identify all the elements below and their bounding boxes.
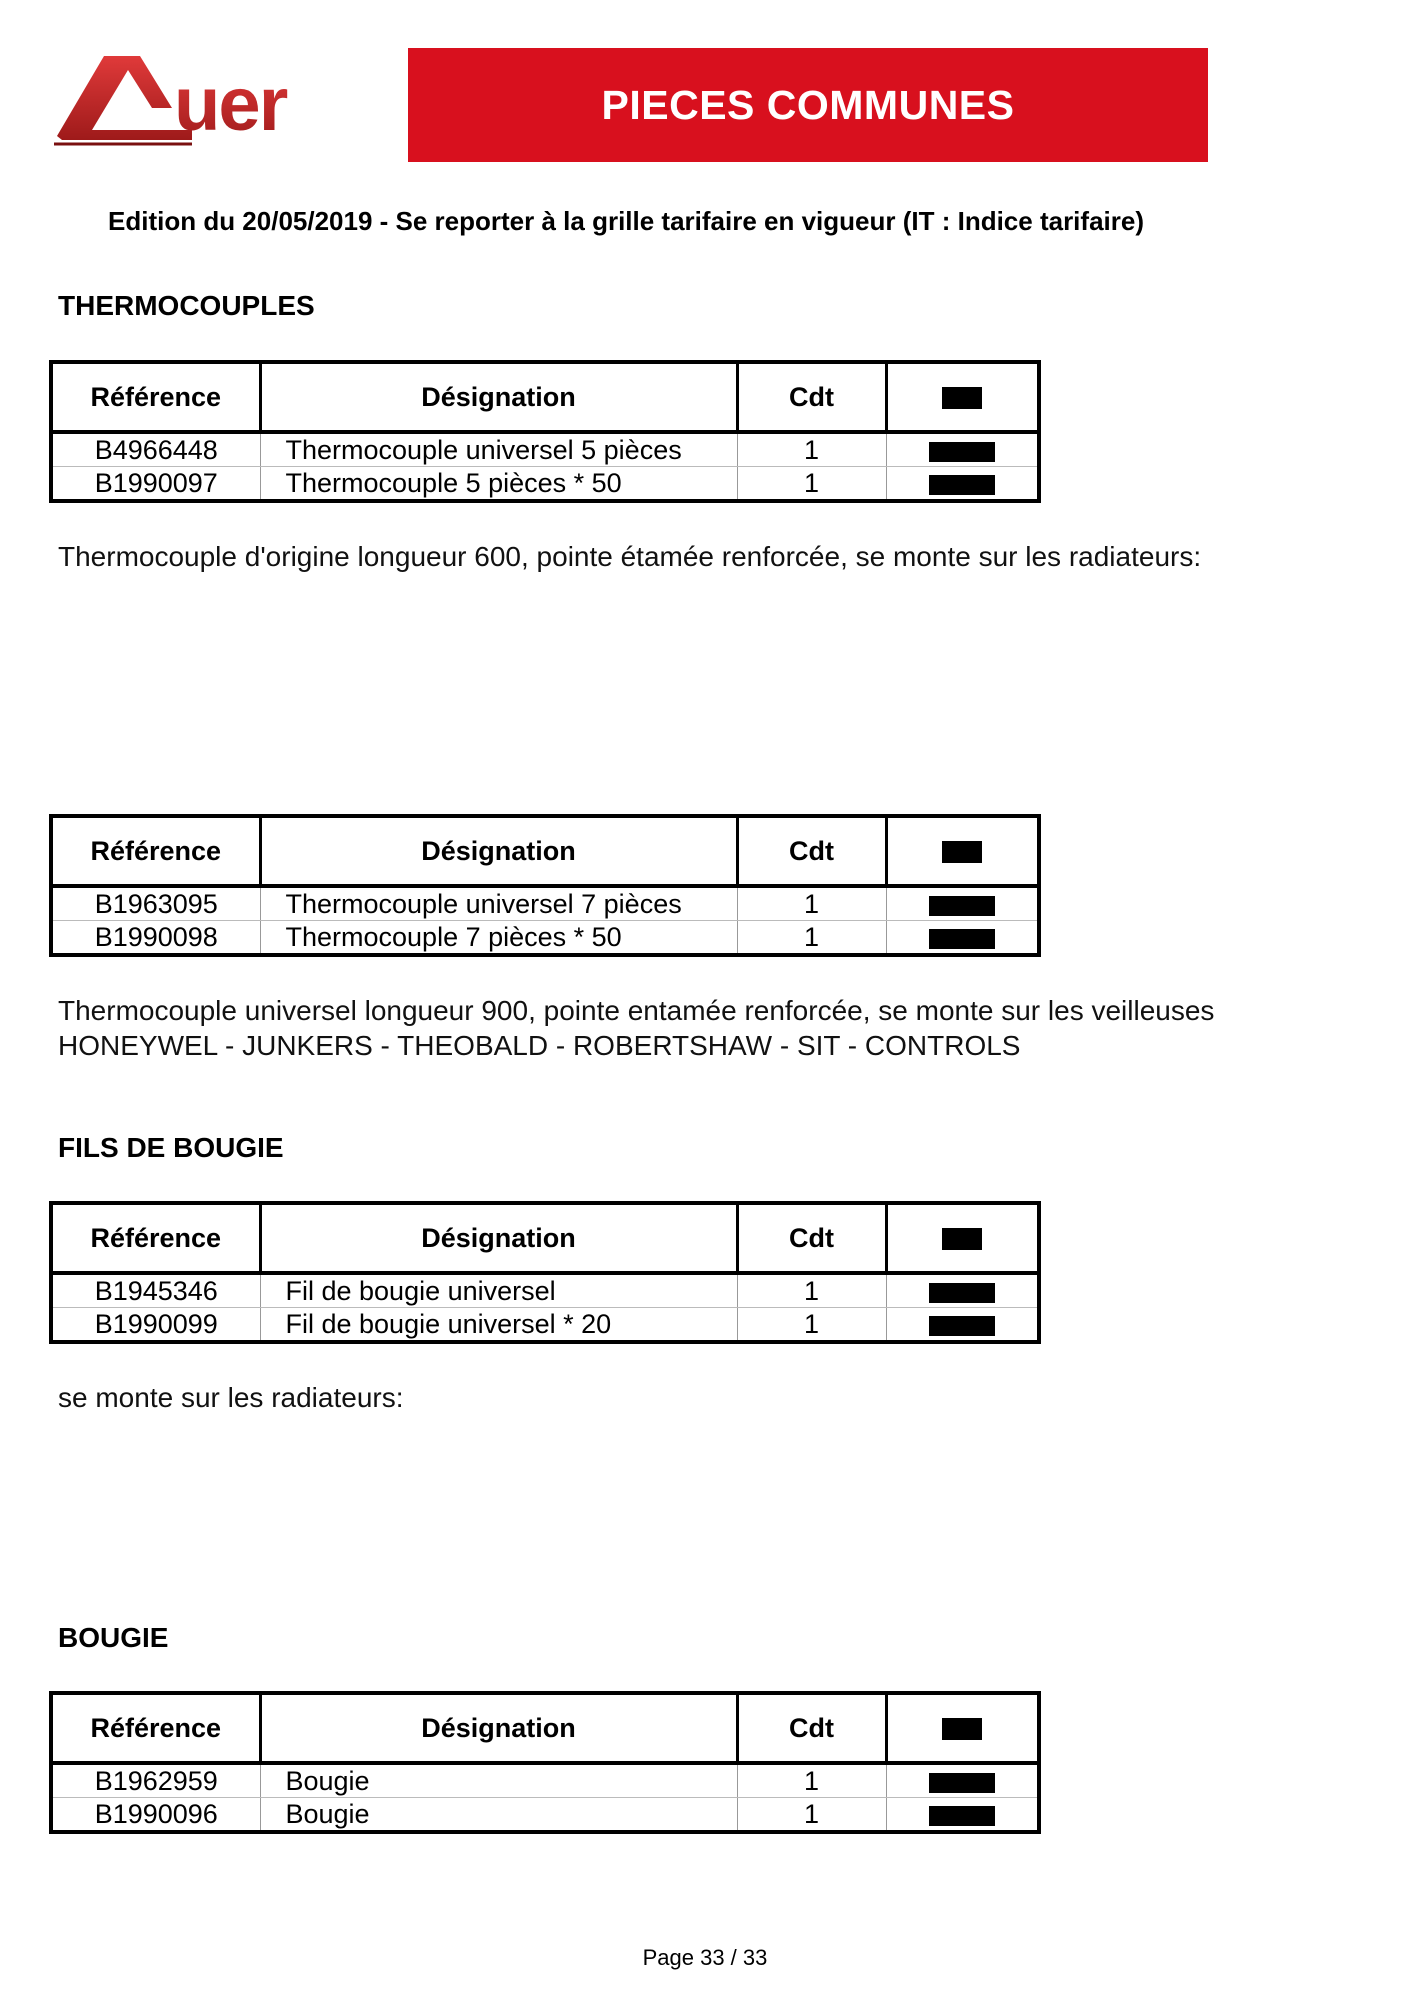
designation-cell: Thermocouple universel 7 pièces <box>260 886 737 921</box>
page-number: Page 33 / 33 <box>642 1945 768 1970</box>
price-redacted <box>886 1273 1039 1308</box>
price-redacted <box>886 1308 1039 1343</box>
price-redacted <box>886 886 1039 921</box>
fils-note: se monte sur les radiateurs: <box>58 1382 404 1413</box>
section-title-fils-de-bougie: FILS DE BOUGIE <box>58 1132 284 1163</box>
table-row <box>51 886 1039 921</box>
edition-note: Edition du 20/05/2019 - Se reporter à la grille tarifaire en vigueur (IT : Indice tarifaire) <box>108 206 1144 236</box>
cdt-cell: 1 <box>737 1273 886 1308</box>
col-designation: Désignation <box>260 1203 737 1273</box>
col-price-redacted <box>886 816 1039 886</box>
col-reference: Référence <box>51 816 260 886</box>
price-redacted <box>886 467 1039 502</box>
ref-cell: B1963095 <box>51 886 260 921</box>
thermocouples-table-1 <box>49 360 1041 503</box>
ref-cell: B1990099 <box>94 1309 218 1339</box>
cdt-cell: 1 <box>737 432 886 467</box>
thermocouple-note-2-line1: Thermocouple universel longueur 900, pointe entamée renforcée, se monte sur les veilleuses <box>58 995 1215 1026</box>
col-reference: Référence <box>51 1693 260 1763</box>
col-cdt: Cdt <box>737 816 886 886</box>
cdt-cell: 1 <box>737 921 886 956</box>
ref-cell: B4966448 <box>51 432 260 467</box>
table-row <box>51 921 1039 956</box>
section-title-thermocouples: THERMOCOUPLES <box>58 290 315 321</box>
cdt-cell: 1 <box>737 1763 886 1798</box>
designation-cell: Bougie <box>260 1763 737 1798</box>
ref-cell: B1990098 <box>94 922 218 952</box>
cdt-cell: 1 <box>737 1308 886 1343</box>
table-row <box>51 432 1039 467</box>
banner-title: PIECES COMMUNES <box>601 81 1015 128</box>
col-price-redacted <box>886 1693 1039 1763</box>
table-row <box>51 1273 1039 1308</box>
ref-cell: B1945346 <box>51 1273 260 1308</box>
svg-text:uer: uer <box>174 62 287 147</box>
price-redacted <box>886 1798 1039 1833</box>
ref-cell: B1962959 <box>51 1763 260 1798</box>
bougie-table <box>49 1691 1041 1834</box>
designation-cell: Fil de bougie universel * 20 <box>260 1308 737 1343</box>
col-price-redacted <box>886 362 1039 432</box>
ref-cell: B1990097 <box>94 468 218 498</box>
designation-cell: Thermocouple 5 pièces * 50 <box>260 467 737 502</box>
cdt-cell: 1 <box>737 467 886 502</box>
table-row <box>51 467 1039 502</box>
col-designation: Désignation <box>260 816 737 886</box>
thermocouple-note-2-line2: HONEYWEL - JUNKERS - THEOBALD - ROBERTSHAW - SIT - CONTROLS <box>58 1030 1021 1061</box>
designation-cell: Thermocouple universel 5 pièces <box>260 432 737 467</box>
price-redacted <box>886 432 1039 467</box>
table-row <box>51 1763 1039 1798</box>
price-redacted <box>886 1763 1039 1798</box>
designation-cell: Bougie <box>260 1798 737 1833</box>
table-row <box>51 1798 1039 1833</box>
fils-de-bougie-table <box>49 1201 1041 1344</box>
header-banner <box>408 48 1208 162</box>
section-title-bougie: BOUGIE <box>58 1622 169 1653</box>
col-designation: Désignation <box>260 1693 737 1763</box>
ref-cell: B1990096 <box>94 1799 218 1829</box>
col-reference: Référence <box>51 362 260 432</box>
col-cdt: Cdt <box>737 1693 886 1763</box>
cdt-cell: 1 <box>737 1798 886 1833</box>
designation-cell: Fil de bougie universel <box>260 1273 737 1308</box>
col-cdt: Cdt <box>737 1203 886 1273</box>
designation-cell: Thermocouple 7 pièces * 50 <box>260 921 737 956</box>
col-price-redacted <box>886 1203 1039 1273</box>
table-row <box>51 1308 1039 1343</box>
auer-logo <box>52 48 362 148</box>
col-cdt: Cdt <box>737 362 886 432</box>
thermocouple-note-1: Thermocouple d'origine longueur 600, pointe étamée renforcée, se monte sur les radiateurs: <box>58 541 1202 572</box>
cdt-cell: 1 <box>737 886 886 921</box>
price-redacted <box>886 921 1039 956</box>
thermocouples-table-2 <box>49 814 1041 957</box>
col-reference: Référence <box>51 1203 260 1273</box>
col-designation: Désignation <box>260 362 737 432</box>
